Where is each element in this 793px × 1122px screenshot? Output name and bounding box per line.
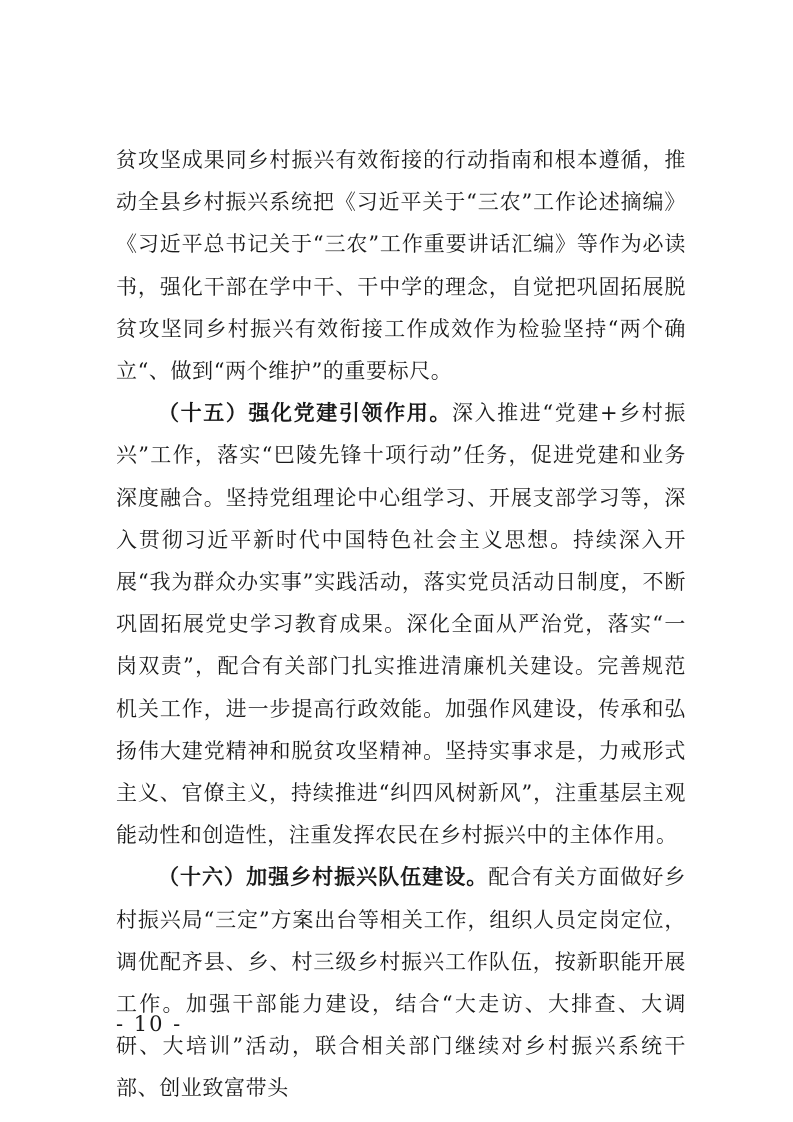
- paragraph-continuation: [116, 139, 686, 392]
- page-number: - 10 -: [116, 1012, 183, 1036]
- body-text: [116, 139, 686, 1110]
- paragraph-text: 配合有关方面做好乡村振兴局“三定”方案出台等相关工作，组织人员定岗定位，调优配齐县、乡、村三级乡村振兴工作队伍，按新职能开展工作。加强干部能力建设，结合“大走访、大排查、大调研、大培训”活动，联合相关部门继续对乡村振兴系统干部、创业致富带头: [116, 865, 687, 1101]
- paragraph-text: 贫攻坚成果同乡村振兴有效衔接的行动指南和根本遵循，推动全县乡村振兴系统把《习近平关于“三农”工作论述摘编》《习近平总书记关于“三农”工作重要讲话汇编》等作为必读书，强化干部在学中干、干中学的理念，自觉把巩固拓展脱贫攻坚同乡村振兴有效衔接工作成效作为检验坚持“两个确立“、做到“两个维护”的重要标尺。: [116, 148, 686, 384]
- paragraph-text: 深入推进“党建+乡村振兴”工作，落实“巴陵先锋十项行动”任务，促进党建和业务深度融合。坚持党组理论中心组学习、开展支部学习等，深入贯彻习近平新时代中国特色社会主义思想。持续深入开展“我为群众办实事”实践活动，落实党员活动日制度，不断巩固拓展党史学习教育成果。深化全面从严治党，落实“一岗双责”，配合有关部门扎实推进清廉机关建设。完善规范机关工作，进一步提高行政效能。加强作风建设，传承和弘扬伟大建党精神和脱贫攻坚精神。坚持实事求是，力戒形式主义、官僚主义，持续推进“纠四风树新风”，注重基层主观能动性和创造性，注重发挥农民在乡村振兴中的主体作用。: [116, 401, 686, 848]
- paragraph-section-16: [116, 856, 686, 1109]
- section-heading-15: （十五）强化党建引领作用。: [158, 401, 452, 426]
- section-heading-16: （十六）加强乡村振兴队伍建设。: [158, 865, 489, 890]
- paragraph-section-15: [116, 392, 686, 856]
